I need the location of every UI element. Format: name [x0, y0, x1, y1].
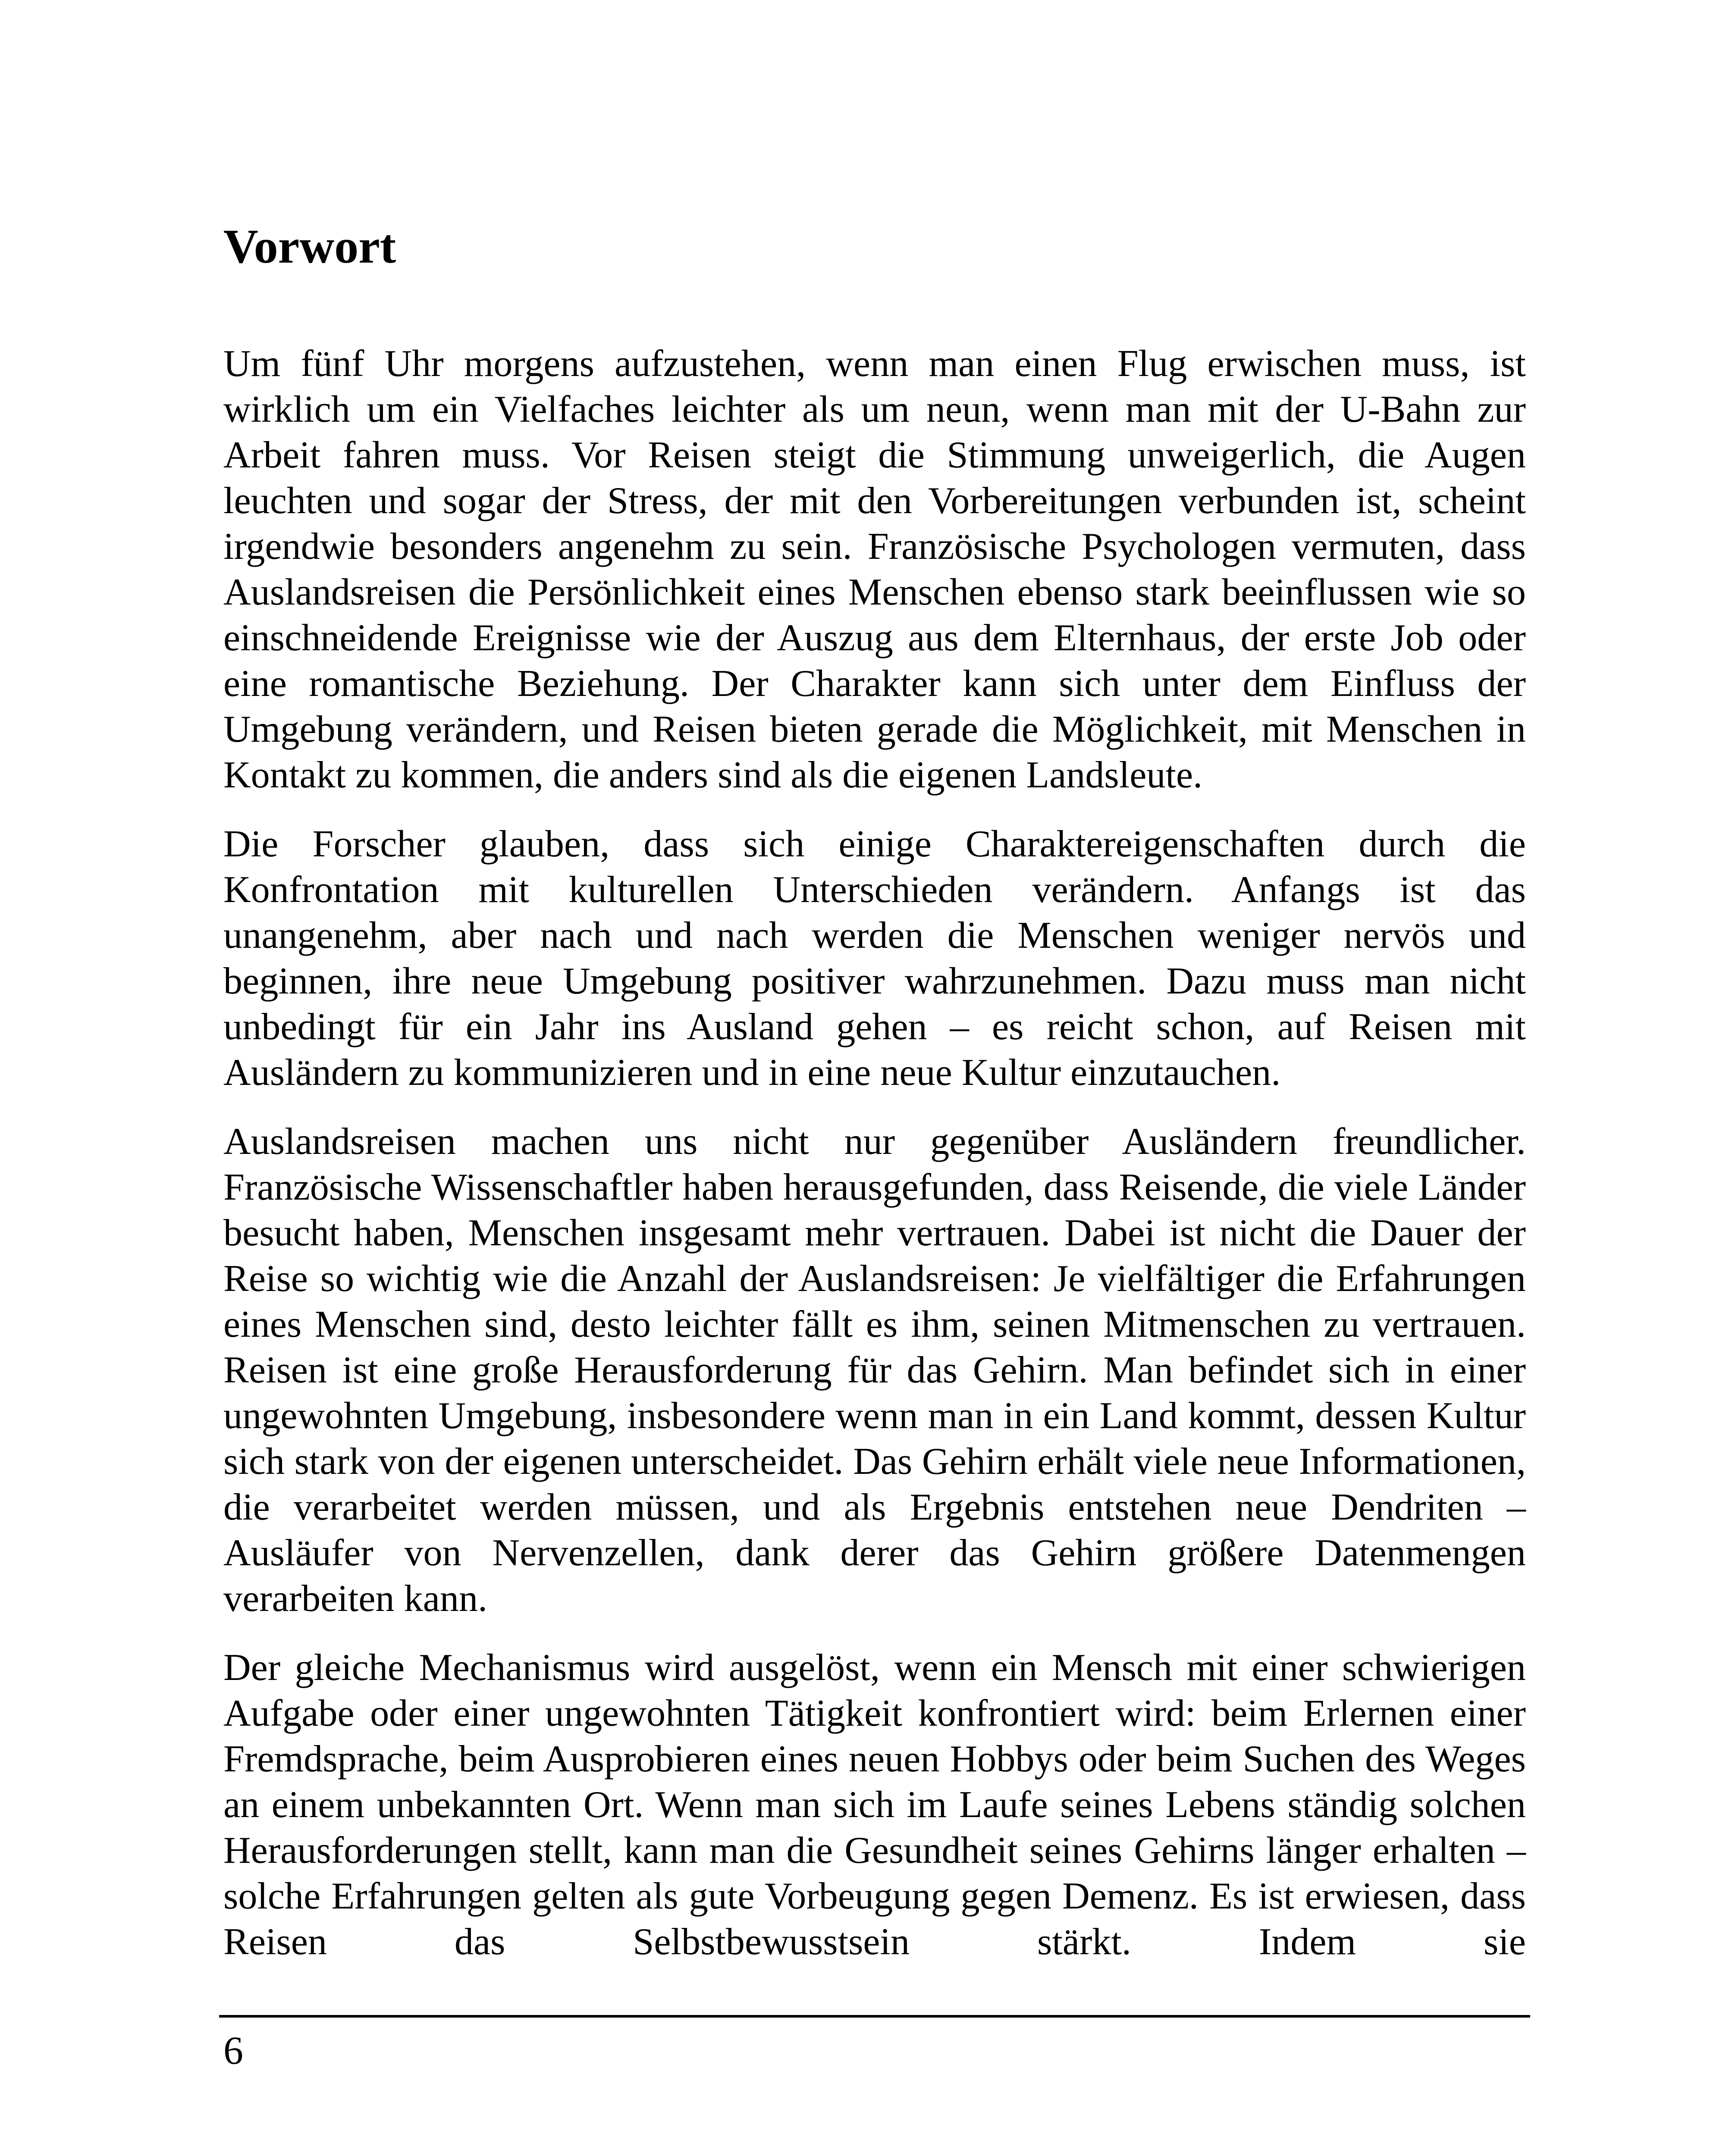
paragraph-1: Um fünf Uhr morgens aufzustehen, wenn man einen Flug erwischen muss, ist wirklich um ein Vielfaches leichter als um neun, wenn man mit der U-Bahn zur Arbeit fahren muss. Vor Reisen steigt die Stimmung unweigerlich, die Augen leuchten und sogar der Stress, der mit den Vorbereitungen verbunden ist, scheint irgendwie besonders angenehm zu sein. Französische Psychologen vermuten, dass Auslandsreisen die Persönlichkeit eines Menschen ebenso stark beeinflussen wie so einschneidende Ereignisse wie der Auszug aus dem Elternhaus, der erste Job oder eine romantische Beziehung. Der Charakter kann sich unter dem Einfluss der Umgebung verändern, und Reisen bieten gerade die Möglichkeit, mit Menschen in Kontakt zu kommen, die anders sind als die eigenen Landsleute. [223, 342, 1526, 796]
paragraph-3: Auslandsreisen machen uns nicht nur gegenüber Ausländern freundlicher. Französische Wissenschaftler haben herausgefunden, dass Reisende, die viele Länder besucht haben, Menschen insgesamt mehr vertrauen. Dabei ist nicht die Dauer der Reise so wichtig wie die Anzahl der Auslandsreisen: Je vielfältiger die Erfahrungen eines Menschen sind, desto leichter fällt es ihm, seinen Mitmenschen zu vertrauen. Reisen ist eine große Herausforderung für das Gehirn. Man befindet sich in einer ungewohnten Umgebung, insbesondere wenn man in ein Land kommt, dessen Kultur sich stark von der eigenen unterscheidet. Das Gehirn erhält viele neue Informationen, die verarbeitet werden müssen, und als Ergebnis entstehen neue Dendriten – Ausläufer von Nervenzellen, dank derer das Gehirn größere Datenmengen verarbeiten kann. [223, 1120, 1526, 1620]
footer-divider [219, 2015, 1530, 2018]
chapter-heading: Vorwort [223, 220, 396, 273]
paragraph-2: Die Forscher glauben, dass sich einige Charaktereigenschaften durch die Konfrontation mit kulturellen Unterschieden verändern. Anfangs ist das unangenehm, aber nach und nach werden die Menschen weniger nervös und beginnen, ihre neue Umgebung positiver wahrzunehmen. Dazu muss man nicht unbedingt für ein Jahr ins Ausland gehen – es reicht schon, auf Reisen mit Ausländern zu kommunizieren und in eine neue Kultur einzutauchen. [223, 823, 1526, 1094]
page-number: 6 [223, 2028, 243, 2072]
paragraph-4: Der gleiche Mechanismus wird ausgelöst, wenn ein Mensch mit einer schwierigen Aufgabe oder einer ungewohnten Tätigkeit konfrontiert wird: beim Erlernen einer Fremdsprache, beim Ausprobieren eines neuen Hobbys oder beim Suchen des Weges an einem unbekannten Ort. Wenn man sich im Laufe seines Lebens ständig solchen Herausforderungen stellt, kann man die Gesundheit seines Gehirns länger erhalten – solche Erfahrungen gelten als gute Vorbeugung gegen Demenz. Es ist erwiesen, dass Reisen das Selbstbewusstsein stärkt. Indem sie [223, 1646, 1526, 1963]
body-text [223, 341, 1526, 1988]
